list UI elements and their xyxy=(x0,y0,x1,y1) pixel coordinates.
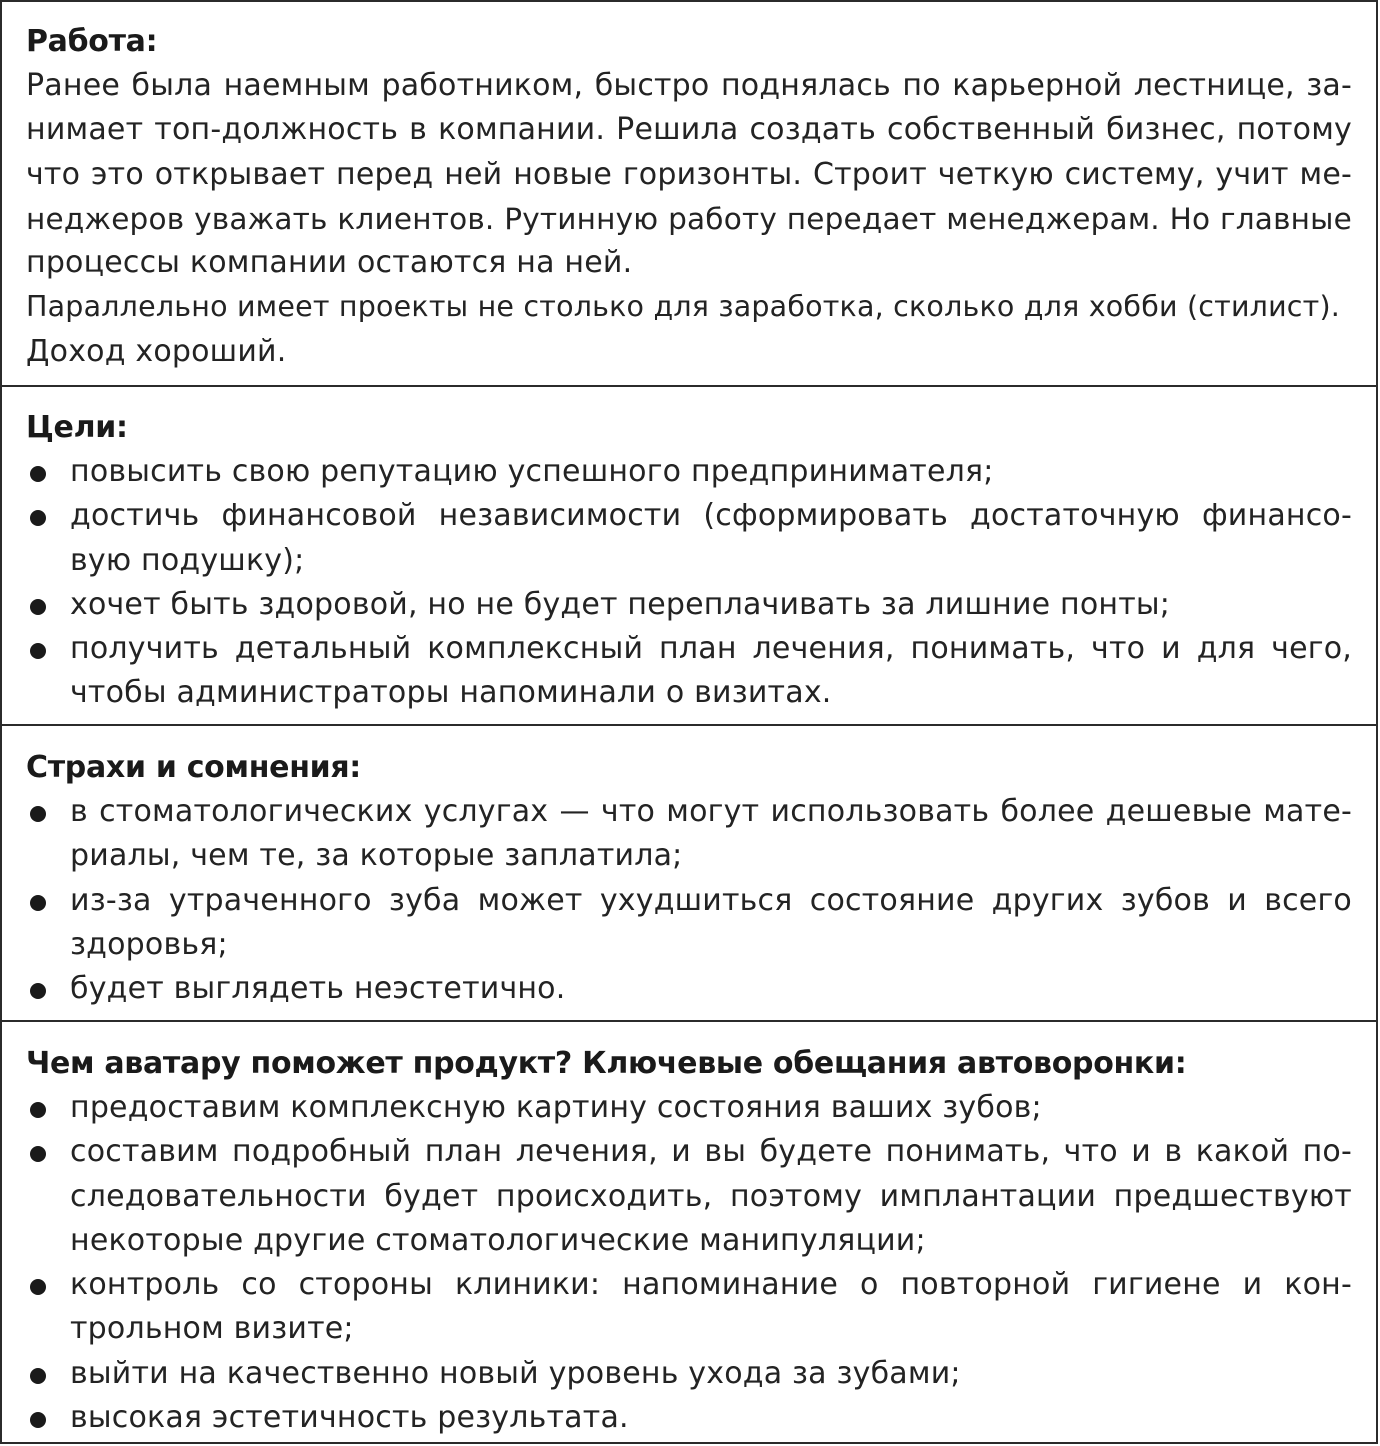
product-section xyxy=(2,1020,1376,1444)
bullet-icon xyxy=(30,1368,46,1384)
list-item-line: некоторые другие стоматологические манипуляции; xyxy=(70,1222,926,1258)
list-item-line: достичь финансовой независимости (сформировать достаточную финансо- xyxy=(70,498,1352,534)
list-item-line: вую подушку); xyxy=(70,542,305,578)
list-item-line: получить детальный комплексный план лечения, понимать, что и для чего, xyxy=(70,631,1352,667)
fears-heading: Страхи и сомнения: xyxy=(26,750,362,785)
list-item-line: составим подробный план лечения, и вы будете понимать, что и в какой по- xyxy=(70,1134,1352,1170)
list-item-line: в стоматологических услугах — что могут использовать более дешевые мате- xyxy=(70,794,1352,829)
bullet-icon xyxy=(30,1279,46,1295)
list-item-line: выйти на качественно новый уровень ухода за зубами; xyxy=(70,1355,961,1391)
list-item xyxy=(26,1352,1352,1396)
bullet-icon xyxy=(30,1146,46,1162)
bullet-icon xyxy=(30,1102,46,1118)
list-item-line: здоровья; xyxy=(70,926,228,962)
list-item-line: из-за утраченного зуба может ухудшиться состояние других зубов и всего xyxy=(70,882,1352,918)
bullet-icon xyxy=(30,983,46,999)
list-item xyxy=(26,1396,1352,1440)
list-item-line: предоставим комплексную картину состояния ваших зубов; xyxy=(70,1090,1042,1125)
work-line: неджеров уважать клиентов. Рутинную работу передает менеджерам. Но главные xyxy=(26,201,1352,236)
bullet-icon xyxy=(30,806,46,822)
work-heading: Работа: xyxy=(26,24,158,59)
list-item xyxy=(26,494,1352,583)
list-item xyxy=(26,583,1352,627)
product-list xyxy=(26,1086,1352,1440)
list-item-line: контроль со стороны клиники: напоминание о повторной гигиене и кон- xyxy=(70,1267,1352,1303)
list-item-line: высокая эстетичность результата. xyxy=(70,1400,629,1436)
work-line: Параллельно имеет проекты не столько для заработка, сколько для хобби (стилист). xyxy=(26,290,1341,324)
list-item-line: риалы, чем те, за которые заплатила; xyxy=(70,838,683,874)
bullet-icon xyxy=(30,895,46,911)
list-item xyxy=(26,1263,1352,1352)
list-item xyxy=(26,1086,1352,1130)
work-line: что это открывает перед ней новые горизонты. Строит четкую систему, учит ме- xyxy=(26,156,1352,192)
work-line: нимает топ-должность в компании. Решила создать собственный бизнес, потому xyxy=(26,112,1352,148)
goals-section xyxy=(2,385,1376,724)
list-item-line: следовательности будет происходить, поэтому имплантации предшествуют xyxy=(70,1178,1352,1214)
bullet-icon xyxy=(30,643,46,659)
work-line: Доход хороший. xyxy=(26,333,287,369)
work-line: Ранее была наемным работником, быстро поднялась по карьерной лестнице, за- xyxy=(26,68,1352,103)
list-item xyxy=(26,450,1352,494)
work-section xyxy=(2,2,1376,385)
bullet-icon xyxy=(30,1412,46,1428)
list-item xyxy=(26,627,1352,716)
list-item xyxy=(26,790,1352,879)
bullet-icon xyxy=(30,599,46,615)
list-item xyxy=(26,1130,1352,1263)
goals-list xyxy=(26,450,1352,716)
fears-list xyxy=(26,790,1352,1011)
work-line: процессы компании остаются на ней. xyxy=(26,245,633,281)
fears-section xyxy=(2,724,1376,1020)
list-item-line: повысить свою репутацию успешного предпринимателя; xyxy=(70,454,994,489)
list-item-line: чтобы администраторы напоминали о визитах. xyxy=(70,675,832,711)
product-heading: Чем аватару поможет продукт? Ключевые обещания автоворонки: xyxy=(26,1046,1187,1081)
goals-heading: Цели: xyxy=(26,410,128,445)
list-item-line: будет выглядеть неэстетично. xyxy=(70,971,566,1007)
list-item xyxy=(26,967,1352,1011)
bullet-icon xyxy=(30,466,46,482)
bullet-icon xyxy=(30,510,46,526)
list-item-line: хочет быть здоровой, но не будет переплачивать за лишние понты; xyxy=(70,586,1171,622)
list-item-line: трольном визите; xyxy=(70,1311,354,1347)
list-item xyxy=(26,879,1352,968)
